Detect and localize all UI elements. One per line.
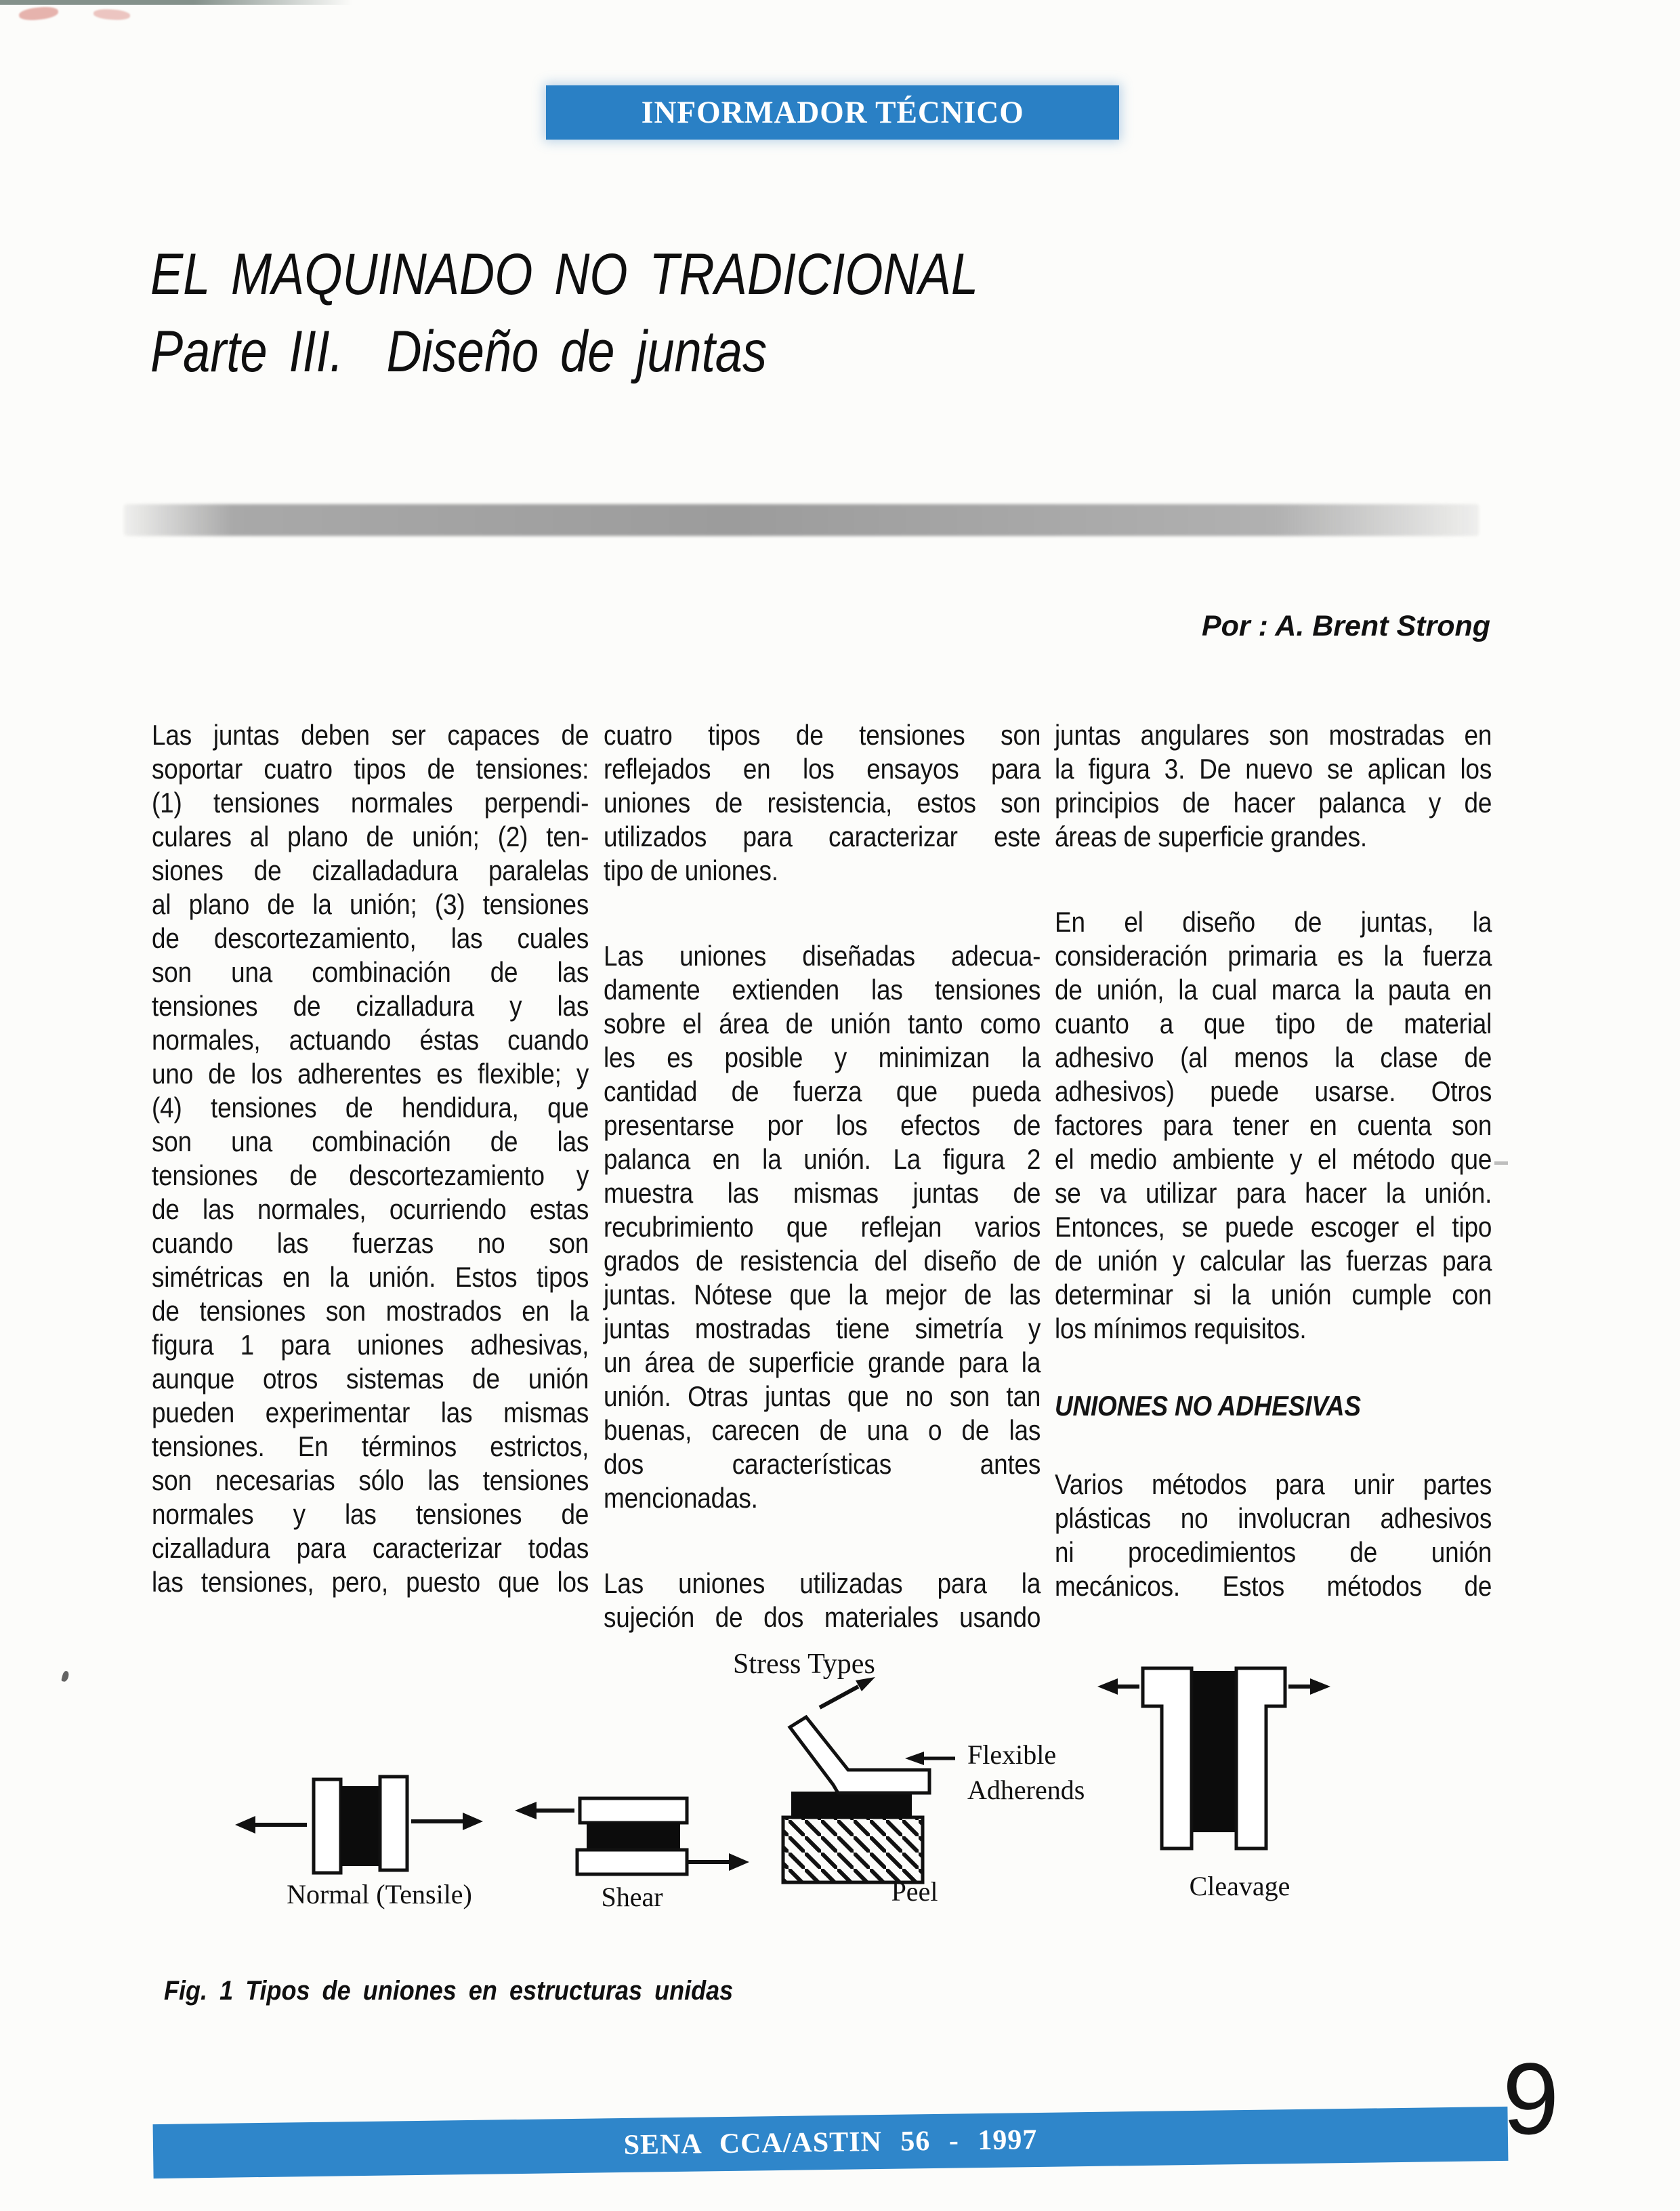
body-line: sujeción de dos materiales usando (604, 1601, 1041, 1633)
body-line: siones de cizalladadura paralelas (152, 854, 589, 886)
figure-label-peel: Peel (891, 1876, 938, 1907)
figure-label-normal: Normal (Tensile) (287, 1879, 472, 1909)
body-line: son necesarias sólo las tensiones (152, 1464, 589, 1496)
body-line: normales, actuando éstas cuando (152, 1024, 589, 1056)
body-line: tensiones. En términos estrictos, (152, 1430, 589, 1462)
body-paragraph (604, 718, 1041, 888)
body-line: las tensiones, pero, puesto que los (152, 1566, 589, 1598)
flexible-adherends-label-line2: Adherends (967, 1775, 1085, 1805)
body-line: mencionadas. (604, 1482, 758, 1514)
flexible-adherends-arrow (901, 1750, 958, 1767)
scan-edge-line (0, 0, 352, 5)
figure-label-cleavage: Cleavage (1189, 1871, 1290, 1901)
body-line: factores para tener en cuenta son (1055, 1109, 1492, 1141)
body-line: uniones de resistencia, estos son (604, 787, 1041, 819)
body-line: En el diseño de juntas, la (1055, 906, 1492, 938)
body-line: tipo de uniones. (604, 854, 778, 886)
red-ink-mark (18, 5, 59, 22)
body-line: juntas angulares son mostradas en (1055, 719, 1492, 751)
body-line: tensiones de descortezamiento y (152, 1159, 589, 1191)
header-banner (546, 85, 1119, 140)
body-paragraph (604, 1567, 1041, 1634)
body-line: tensiones de cizalladura y las (152, 990, 589, 1022)
body-line: (4) tensiones de hendidura, que (152, 1092, 589, 1123)
peel-diagram (772, 1668, 996, 1893)
article-title (150, 236, 978, 390)
body-line: de tensiones son mostrados en la (152, 1295, 589, 1327)
red-ink-mark (93, 8, 131, 21)
body-line: normales y las tensiones de (152, 1498, 589, 1530)
body-line: principios de hacer palanca y de (1055, 787, 1492, 819)
body-line: uno de los adherentes es flexible; y (152, 1058, 589, 1090)
body-line: juntas mostradas tiene simetría y (604, 1313, 1041, 1344)
page-number: 9 (1503, 2042, 1559, 2155)
body-line: buenas, carecen de una o de las (604, 1414, 1041, 1446)
flexible-adherends-label-line1: Flexible (967, 1739, 1057, 1770)
banner-title: INFORMADOR TÉCNICO (641, 95, 1024, 130)
body-line: al plano de la unión; (3) tensiones (152, 888, 589, 920)
body-line: juntas. Nótese que la mejor de las (604, 1279, 1041, 1310)
body-line: soportar cuatro tipos de tensiones: (152, 753, 589, 785)
body-line: cuanto a que tipo de material (1055, 1008, 1492, 1039)
body-line: (1) tensiones normales perpendi- (152, 787, 589, 819)
body-line: mecánicos. Estos métodos de (1055, 1570, 1492, 1602)
body-line: cuatro tipos de tensiones son (604, 719, 1041, 751)
cleavage-diagram (1092, 1661, 1336, 1865)
body-line: de las normales, ocurriendo estas (152, 1193, 589, 1225)
body-line: damente extienden las tensiones (604, 974, 1041, 1006)
footer-journal-text: SENA CCA/ASTIN 56 - 1997 (623, 2124, 1038, 2161)
body-line: muestra las mismas juntas de (604, 1177, 1041, 1209)
section-heading: UNIONES NO ADHESIVAS (1055, 1390, 1361, 1422)
body-line: los mínimos requisitos. (1055, 1313, 1307, 1344)
body-line: utilizados para caracterizar este (604, 821, 1041, 852)
body-line: áreas de superficie grandes. (1055, 821, 1367, 852)
body-line: presentarse por los efectos de (604, 1109, 1041, 1141)
text-column-1 (152, 718, 589, 1599)
body-line: pueden experimentar las mismas (152, 1397, 589, 1428)
title-line-2: Parte III. Diseño de juntas (150, 319, 768, 384)
body-line: adhesivo (al menos la clase de (1055, 1041, 1492, 1073)
body-line: recubrimiento que reflejan varios (604, 1211, 1041, 1243)
body-paragraph (1055, 905, 1492, 1346)
body-line: el medio ambiente y el método que (1055, 1143, 1492, 1175)
normal-tensile-diagram (227, 1774, 491, 1879)
text-column-3 (1055, 718, 1492, 1603)
body-line: palanca en la unión. La figura 2 (604, 1143, 1041, 1175)
body-paragraph (1055, 718, 1492, 854)
body-line: consideración primaria es la fuerza (1055, 940, 1492, 972)
body-line: les es posible y minimizan la (604, 1041, 1041, 1073)
body-line: aunque otros sistemas de unión (152, 1363, 589, 1394)
shear-diagram (507, 1790, 757, 1880)
body-line: Entonces, se puede escoger el tipo (1055, 1211, 1492, 1243)
body-line: de unión, la cual marca la pauta en (1055, 974, 1492, 1006)
body-line: grados de resistencia del diseño de (604, 1245, 1041, 1277)
text-column-2 (604, 718, 1041, 1634)
body-line: Las juntas deben ser capaces de (152, 719, 589, 751)
body-line: plásticas no involucran adhesivos (1055, 1502, 1492, 1534)
figure-caption: Fig. 1 Tipos de uniones en estructuras unidas (164, 1976, 734, 2006)
figure-label-shear: Shear (601, 1882, 663, 1912)
body-line: se va utilizar para hacer la unión. (1055, 1177, 1492, 1209)
body-line: cantidad de fuerza que pueda (604, 1075, 1041, 1107)
divider-bar (124, 504, 1479, 536)
body-line: cizalladura para caracterizar todas (152, 1532, 589, 1564)
body-line: Las uniones diseñadas adecua- (604, 940, 1041, 972)
body-line: Las uniones utilizadas para la (604, 1567, 1041, 1599)
body-line: unión. Otras juntas que no son tan (604, 1380, 1041, 1412)
body-line: son una combinación de las (152, 1125, 589, 1157)
body-line: simétricas en la unión. Estos tipos (152, 1261, 589, 1293)
body-line: figura 1 para uniones adhesivas, (152, 1329, 589, 1361)
body-paragraph (1055, 1468, 1492, 1603)
body-line: un área de superficie grande para la (604, 1346, 1041, 1378)
body-line: son una combinación de las (152, 956, 589, 988)
footer-bar (153, 2107, 1509, 2178)
scan-speck (61, 1670, 70, 1682)
body-line: cuando las fuerzas no son (152, 1227, 589, 1259)
body-line: reflejados en los ensayos para (604, 753, 1041, 785)
byline: Por : A. Brent Strong (1201, 610, 1490, 642)
body-line: dos características antes (604, 1448, 1041, 1480)
body-line: de descortezamiento, las cuales (152, 922, 589, 954)
body-line: sobre el área de unión tanto como (604, 1008, 1041, 1039)
scan-speck (1494, 1161, 1508, 1165)
body-line: la figura 3. De nuevo se aplican los (1055, 753, 1492, 785)
body-line: adhesivos) puede usarse. Otros (1055, 1075, 1492, 1107)
title-line-1: EL MAQUINADO NO TRADICIONAL (150, 242, 979, 307)
body-paragraph (152, 718, 589, 1599)
body-line: determinar si la unión cumple con (1055, 1279, 1492, 1310)
body-line: ni procedimientos de unión (1055, 1536, 1492, 1568)
body-line: culares al plano de unión; (2) ten- (152, 821, 589, 852)
body-line: de unión y calcular las fuerzas para (1055, 1245, 1492, 1277)
body-line: Varios métodos para unir partes (1055, 1468, 1492, 1500)
figure-title: Stress Types (733, 1649, 875, 1680)
body-paragraph (604, 939, 1041, 1515)
